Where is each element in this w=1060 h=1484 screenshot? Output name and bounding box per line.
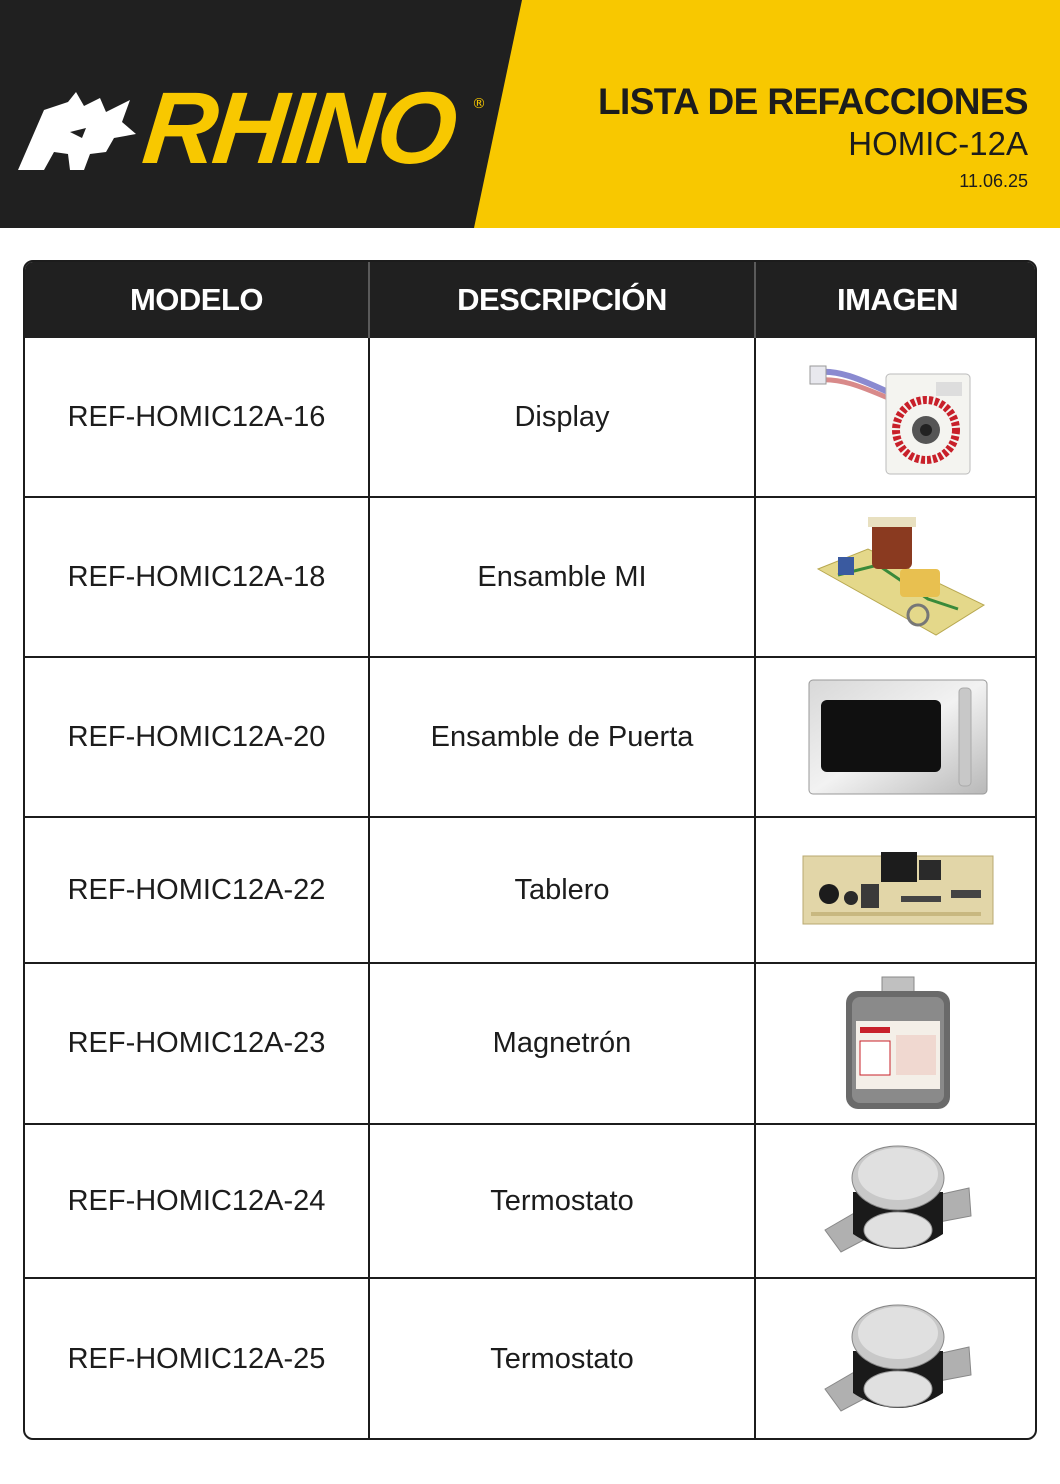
- thermostat-image: [823, 1138, 973, 1264]
- part-model: REF-HOMIC12A-23: [25, 963, 369, 1124]
- part-model: REF-HOMIC12A-22: [25, 817, 369, 963]
- parts-table-container: [23, 260, 1037, 1440]
- part-model: REF-HOMIC12A-18: [25, 497, 369, 657]
- display-board-image: [808, 352, 988, 482]
- registered-mark: ®: [472, 96, 486, 112]
- part-description: Display: [369, 338, 755, 497]
- column-header-image: IMAGEN: [755, 262, 1037, 338]
- table-header-row: [25, 262, 1037, 338]
- rhino-head-icon: [14, 92, 142, 182]
- part-model: REF-HOMIC12A-16: [25, 338, 369, 497]
- part-description: Termostato: [369, 1124, 755, 1278]
- brand-name: RHINO: [138, 71, 459, 185]
- table-row: [25, 497, 1037, 657]
- part-model: REF-HOMIC12A-24: [25, 1124, 369, 1278]
- part-description: Ensamble de Puerta: [369, 657, 755, 817]
- table-row: [25, 1124, 1037, 1278]
- filter-board-image: [808, 509, 988, 645]
- table-row: [25, 1278, 1037, 1440]
- part-description: Tablero: [369, 817, 755, 963]
- control-board-image: [801, 850, 995, 930]
- parts-table: [25, 262, 1037, 1440]
- document-title: LISTA DE REFACCIONES: [598, 81, 1028, 122]
- document-model: HOMIC-12A: [848, 125, 1028, 162]
- page-header: [0, 0, 1060, 228]
- part-model: REF-HOMIC12A-25: [25, 1278, 369, 1440]
- part-description: Ensamble MI: [369, 497, 755, 657]
- table-row: [25, 817, 1037, 963]
- brand-logo: [14, 71, 486, 186]
- table-row: [25, 963, 1037, 1124]
- part-model: REF-HOMIC12A-20: [25, 657, 369, 817]
- microwave-door-image: [807, 678, 989, 796]
- document-title-block: [598, 80, 1028, 194]
- part-description: Termostato: [369, 1278, 755, 1440]
- column-header-model: MODELO: [25, 262, 369, 338]
- magnetron-image: [842, 975, 954, 1113]
- thermostat-image: [823, 1297, 973, 1423]
- table-row: [25, 657, 1037, 817]
- document-date: 11.06.25: [959, 171, 1028, 191]
- table-row: [25, 338, 1037, 497]
- column-header-description: DESCRIPCIÓN: [369, 262, 755, 338]
- part-description: Magnetrón: [369, 963, 755, 1124]
